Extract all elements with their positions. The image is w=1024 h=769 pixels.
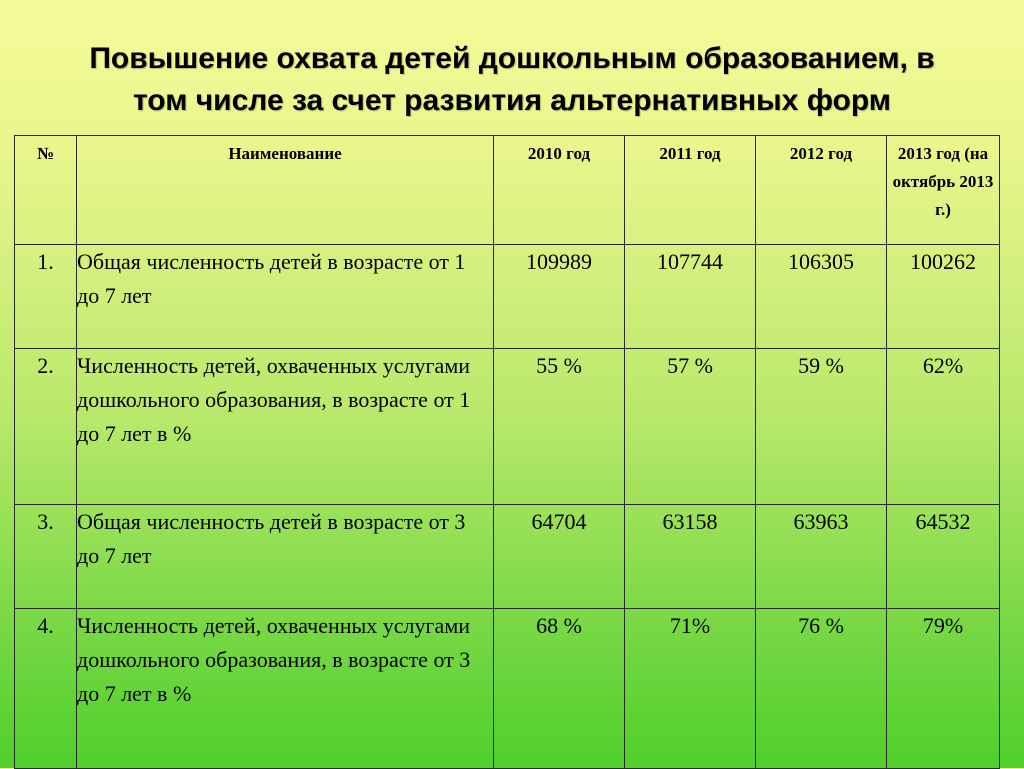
header-2011: 2011 год (625, 136, 756, 245)
value-2011: 57 % (625, 349, 756, 505)
value-2013: 62% (887, 349, 1000, 505)
table-row (15, 505, 1000, 609)
row-number: 4. (15, 609, 77, 769)
header-number: № (15, 136, 77, 245)
row-name: Общая численность детей в возрасте от 3 до 7 лет (77, 505, 494, 609)
slide-title-line-2: том числе за счет развития альтернативных форм (133, 84, 891, 117)
value-2013: 79% (887, 609, 1000, 769)
table-row (15, 349, 1000, 505)
value-2010: 64704 (494, 505, 625, 609)
statistics-table (14, 135, 1000, 769)
slide-title-line-1: Повышение охвата детей дошкольным образованием, в (89, 42, 935, 75)
value-2012: 59 % (756, 349, 887, 505)
row-number: 1. (15, 245, 77, 349)
row-number: 2. (15, 349, 77, 505)
value-2012: 106305 (756, 245, 887, 349)
row-name: Численность детей, охваченных услугами дошкольного образования, в возрасте от 1 до 7 лет в % (77, 349, 494, 505)
value-2013: 64532 (887, 505, 1000, 609)
slide-title (60, 38, 964, 122)
value-2010: 55 % (494, 349, 625, 505)
value-2011: 107744 (625, 245, 756, 349)
value-2010: 109989 (494, 245, 625, 349)
value-2012: 63963 (756, 505, 887, 609)
header-2013: 2013 год (на октябрь 2013 г.) (887, 136, 1000, 245)
row-name: Численность детей, охваченных услугами дошкольного образования, в возрасте от 3 до 7 лет в % (77, 609, 494, 769)
value-2010: 68 % (494, 609, 625, 769)
value-2013: 100262 (887, 245, 1000, 349)
value-2011: 71% (625, 609, 756, 769)
header-2012: 2012 год (756, 136, 887, 245)
header-name: Наименование (77, 136, 494, 245)
value-2012: 76 % (756, 609, 887, 769)
header-2010: 2010 год (494, 136, 625, 245)
row-number: 3. (15, 505, 77, 609)
table-row (15, 609, 1000, 769)
table-header-row (15, 136, 1000, 245)
value-2011: 63158 (625, 505, 756, 609)
row-name: Общая численность детей в возрасте от 1 до 7 лет (77, 245, 494, 349)
table-row (15, 245, 1000, 349)
